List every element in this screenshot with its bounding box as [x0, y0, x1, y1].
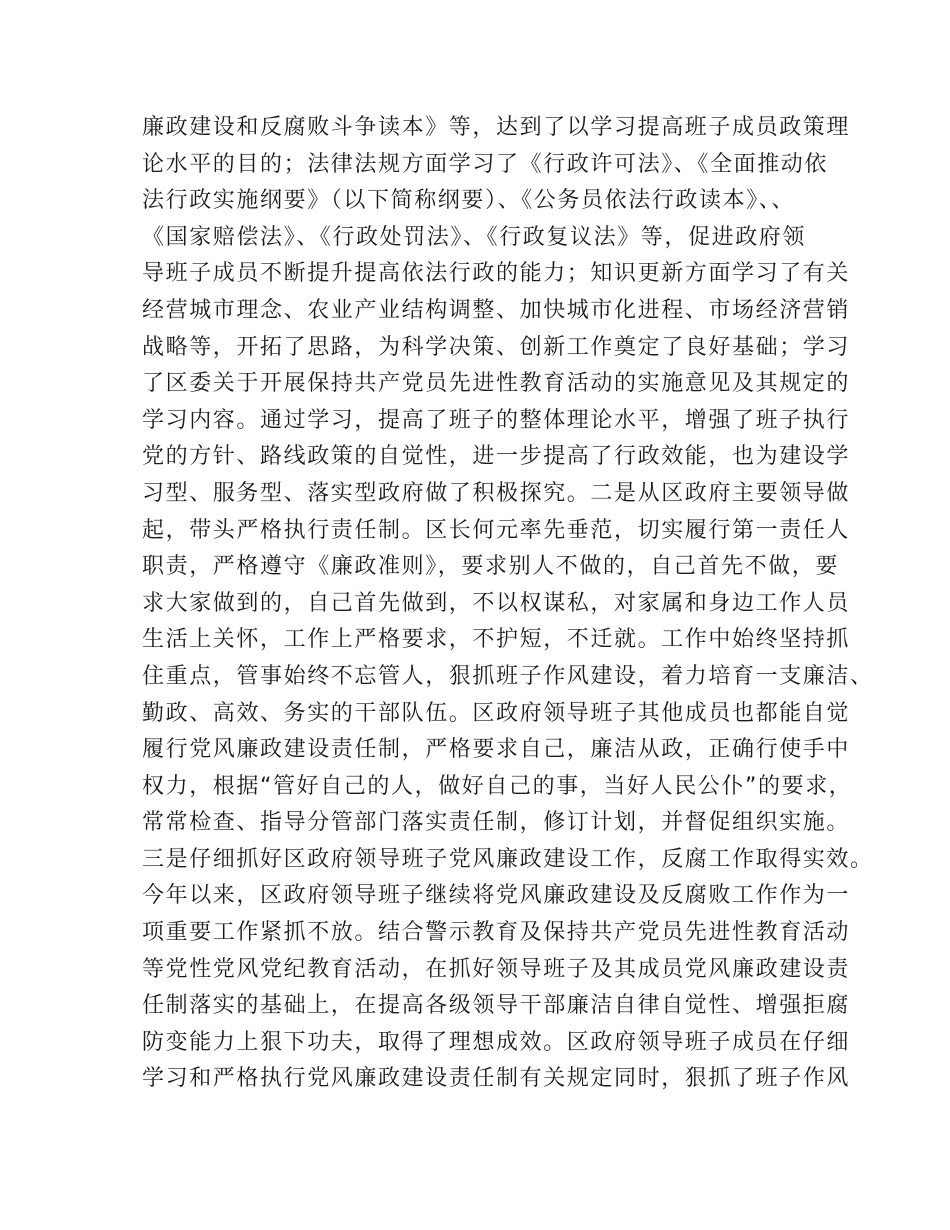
text-line: 权力，根据“管好自己的人，做好自己的事，当好人民公仆”的要求，: [142, 773, 853, 799]
text-line: 了区委关于开展保持共产党员先进性教育活动的实施意见及其规定的: [142, 371, 851, 397]
body-text: [142, 110, 874, 1098]
text-line: 起，带头严格执行责任制。区长何元率先垂范，切实履行第一责任人: [142, 517, 851, 543]
text-line: 等党性党风党纪教育活动，在抓好领导班子及其成员党风廉政建设责: [142, 956, 851, 982]
text-line: 任制落实的基础上，在提高各级领导干部廉洁自律自觉性、增强拒腐: [142, 993, 851, 1019]
text-line: 住重点，管事始终不忘管人，狠抓班子作风建设，着力培育一支廉洁、: [142, 663, 874, 689]
text-line: 党的方针、路线政策的自觉性，进一步提高了行政效能，也为建设学: [142, 444, 851, 470]
text-line: 论水平的目的；法律法规方面学习了《行政许可法》、《全面推动依: [142, 151, 829, 177]
text-line: 《国家赔偿法》、《行政处罚法》、《行政复议法》等，促进政府领: [142, 224, 807, 250]
text-line: 今年以来，区政府领导班子继续将党风廉政建设及反腐败工作作为一: [142, 883, 851, 909]
text-line: 生活上关怀，工作上严格要求，不护短，不迁就。工作中始终坚持抓: [142, 627, 851, 653]
text-line: 防变能力上狠下功夫，取得了理想成效。区政府领导班子成员在仔细: [142, 1029, 851, 1055]
text-line: 廉政建设和反腐败斗争读本》等，达到了以学习提高班子成员政策理: [142, 115, 851, 140]
text-line: 导班子成员不断提升提高依法行政的能力；知识更新方面学习了有关: [142, 261, 851, 287]
text-line: 三是仔细抓好区政府领导班子党风廉政建设工作，反腐工作取得实效。: [142, 846, 874, 872]
text-line: 学习内容。通过学习，提高了班子的整体理论水平，增强了班子执行: [142, 407, 851, 433]
text-line: 求大家做到的，自己首先做到，不以权谋私，对家属和身边工作人员: [142, 590, 851, 616]
text-line: 项重要工作紧抓不放。结合警示教育及保持共产党员先进性教育活动: [142, 920, 851, 946]
text-line: 勤政、高效、务实的干部队伍。区政府领导班子其他成员也都能自觉: [142, 700, 851, 726]
text-line: 经营城市理念、农业产业结构调整、加快城市化进程、市场经济营销: [142, 297, 851, 323]
text-line: 习型、服务型、落实型政府做了积极探究。二是从区政府主要领导做: [142, 480, 851, 506]
text-line: 履行党风廉政建设责任制，严格要求自己，廉洁从政，正确行使手中: [142, 737, 851, 763]
text-line: 常常检查、指导分管部门落实责任制，修订计划，并督促组织实施。: [142, 810, 851, 836]
text-line: 学习和严格执行党风廉政建设责任制有关规定同时，狠抓了班子作风: [142, 1066, 851, 1092]
text-line: 法行政实施纲要》（以下简称纲要）、《公务员依法行政读本》、、: [142, 188, 796, 214]
text-line: 职责，严格遵守《廉政准则》，要求别人不做的，自己首先不做，要: [142, 554, 840, 580]
text-line: 战略等，开拓了思路，为科学决策、创新工作奠定了良好基础；学习: [142, 334, 851, 360]
